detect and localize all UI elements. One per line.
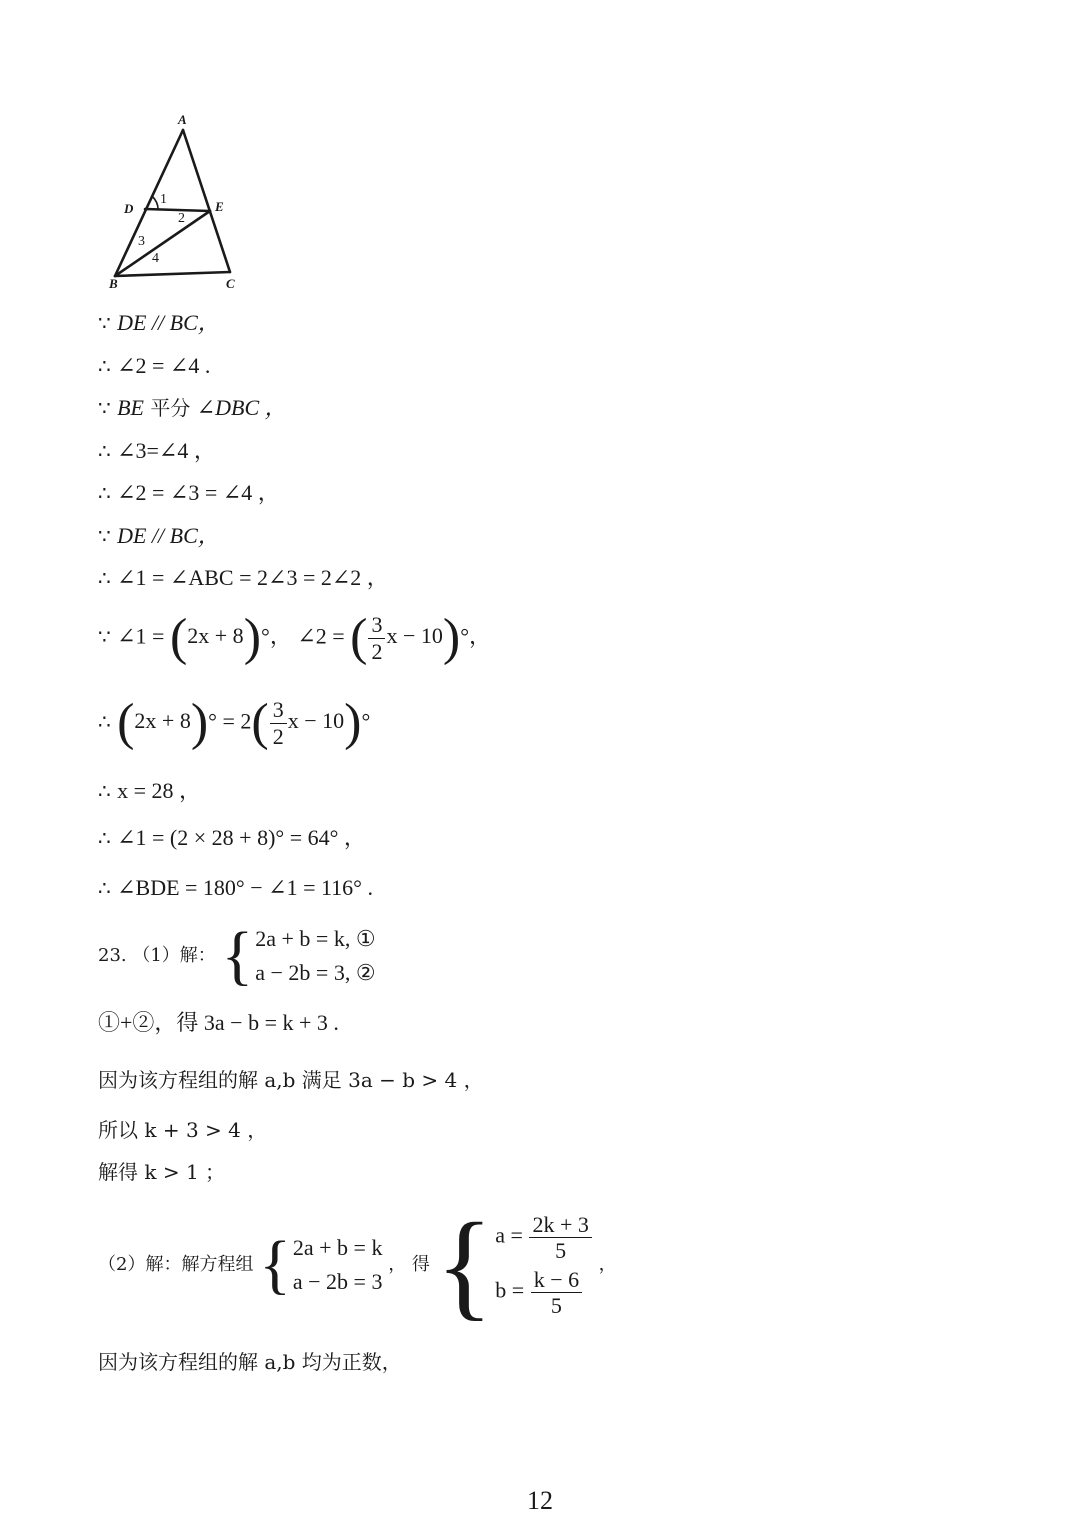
proof-line-8 xyxy=(98,609,492,666)
angle-label-2: 2 xyxy=(178,211,185,226)
angle-label-1: 1 xyxy=(160,192,167,207)
left-brace: { xyxy=(259,1228,291,1301)
proof-line-11 xyxy=(98,827,366,849)
paren-close: ) xyxy=(344,694,362,751)
label-b: B xyxy=(109,276,118,291)
proof-text: 平分 xyxy=(143,396,197,420)
proof-text: DE // BC， xyxy=(117,523,220,548)
therefore-symbol: ∴ xyxy=(98,826,111,850)
proof-line-7 xyxy=(98,567,389,589)
because-symbol: ∵ xyxy=(98,311,111,335)
equation-2: a − 2b = 3, ② xyxy=(255,960,376,986)
proof-text: ∠2 = ∠3 = ∠4 ， xyxy=(117,480,280,505)
proof-line-12 xyxy=(98,877,373,899)
because-symbol: ∵ xyxy=(98,524,111,548)
proof-text: °， xyxy=(460,623,492,649)
paren-open: ( xyxy=(117,694,135,751)
proof-text: °， ∠2 = xyxy=(261,623,351,649)
comma: ， xyxy=(598,1254,617,1275)
q23-part1 xyxy=(98,919,376,993)
paren-open: ( xyxy=(350,609,368,666)
proof-text: DE // BC， xyxy=(117,310,220,335)
label-c: C xyxy=(226,276,235,291)
expression: 2x + 8 xyxy=(134,708,191,734)
proof-line-3 xyxy=(98,397,287,419)
proof-text: BE xyxy=(117,395,144,420)
angle-label-4: 4 xyxy=(152,251,159,266)
label-e: E xyxy=(215,199,224,214)
label-d: D xyxy=(124,201,134,216)
solution-a: a = $\frac{2k + 3}{5}$ xyxy=(495,1213,593,1262)
expression: x − 10 xyxy=(386,623,443,649)
q23-part2 xyxy=(98,1198,617,1331)
left-brace: { xyxy=(435,1198,494,1331)
q23-condition-line: 因为该方程组的解 a,b 满足 3a − b > 4 ， xyxy=(98,1068,484,1092)
proof-line-10 xyxy=(98,780,201,802)
triangle-figure xyxy=(100,110,360,310)
proof-line-6 xyxy=(98,525,220,547)
solution-b: b = $\frac{k - 6}{5}$ xyxy=(495,1268,593,1317)
therefore-symbol: ∴ xyxy=(98,709,111,734)
proof-text: ∠DBC ， xyxy=(196,395,287,420)
therefore-symbol: ∴ xyxy=(98,481,111,505)
get-text: ， 得 xyxy=(388,1254,430,1275)
proof-line-1 xyxy=(98,312,220,334)
paren-open: ( xyxy=(169,609,188,666)
therefore-symbol: ∴ xyxy=(98,354,111,378)
paren-close: ) xyxy=(190,694,209,751)
therefore-symbol: ∴ xyxy=(98,439,111,463)
part2-intro: （2）解：解方程组 xyxy=(98,1254,254,1275)
proof-line-4 xyxy=(98,440,216,462)
q23-positive-line: 因为该方程组的解 a,b 均为正数， xyxy=(98,1350,402,1374)
proof-text: ° xyxy=(361,708,371,734)
q23-solve-line: 解得 k > 1 ； xyxy=(98,1160,226,1184)
proof-text: ∠BDE = 180° − ∠1 = 116° . xyxy=(117,875,373,900)
q23-so-line: 所以 k + 3 > 4 ， xyxy=(98,1118,268,1142)
proof-text: x = 28 ， xyxy=(117,778,202,803)
page-number: 12 xyxy=(527,1486,553,1515)
expression: x − 10 xyxy=(287,708,345,734)
proof-text: ° = 2 xyxy=(208,708,252,734)
proof-line-9 xyxy=(98,694,371,751)
because-symbol: ∵ xyxy=(98,624,111,649)
because-symbol: ∵ xyxy=(98,396,111,420)
paren-open: ( xyxy=(251,694,269,751)
therefore-symbol: ∴ xyxy=(98,876,111,900)
left-brace: { xyxy=(221,919,254,993)
paren-close: ) xyxy=(442,609,461,666)
q23-add-line: ①+②，得 3a − b = k + 3 . xyxy=(98,1010,339,1035)
therefore-symbol: ∴ xyxy=(98,566,111,590)
equation-1: 2a + b = k xyxy=(292,1234,383,1260)
fraction: $\frac{3}{2}$ xyxy=(368,613,385,662)
proof-text: ∠1 = (2 × 28 + 8)° = 64° ， xyxy=(117,825,366,850)
paren-close: ) xyxy=(243,609,262,666)
fraction: $\frac{3}{2}$ xyxy=(270,698,287,747)
therefore-symbol: ∴ xyxy=(98,779,111,803)
proof-text: ∠1 = xyxy=(117,623,170,649)
question-number: 23. （1）解： xyxy=(98,945,216,967)
proof-line-5 xyxy=(98,482,280,504)
side-bc xyxy=(115,272,230,276)
label-a: A xyxy=(178,112,187,127)
angle-1-arc xyxy=(152,196,158,209)
equation-1: 2a + b = k, ① xyxy=(255,926,376,951)
equation-2: a − 2b = 3 xyxy=(292,1269,383,1294)
proof-text: ∠1 = ∠ABC = 2∠3 = 2∠2 ， xyxy=(117,565,389,590)
angle-label-3: 3 xyxy=(138,234,145,249)
proof-line-2 xyxy=(98,355,210,377)
proof-text: ∠2 = ∠4 . xyxy=(117,353,211,378)
expression: 2x + 8 xyxy=(187,623,244,649)
proof-text: ∠3=∠4 ， xyxy=(117,438,216,463)
